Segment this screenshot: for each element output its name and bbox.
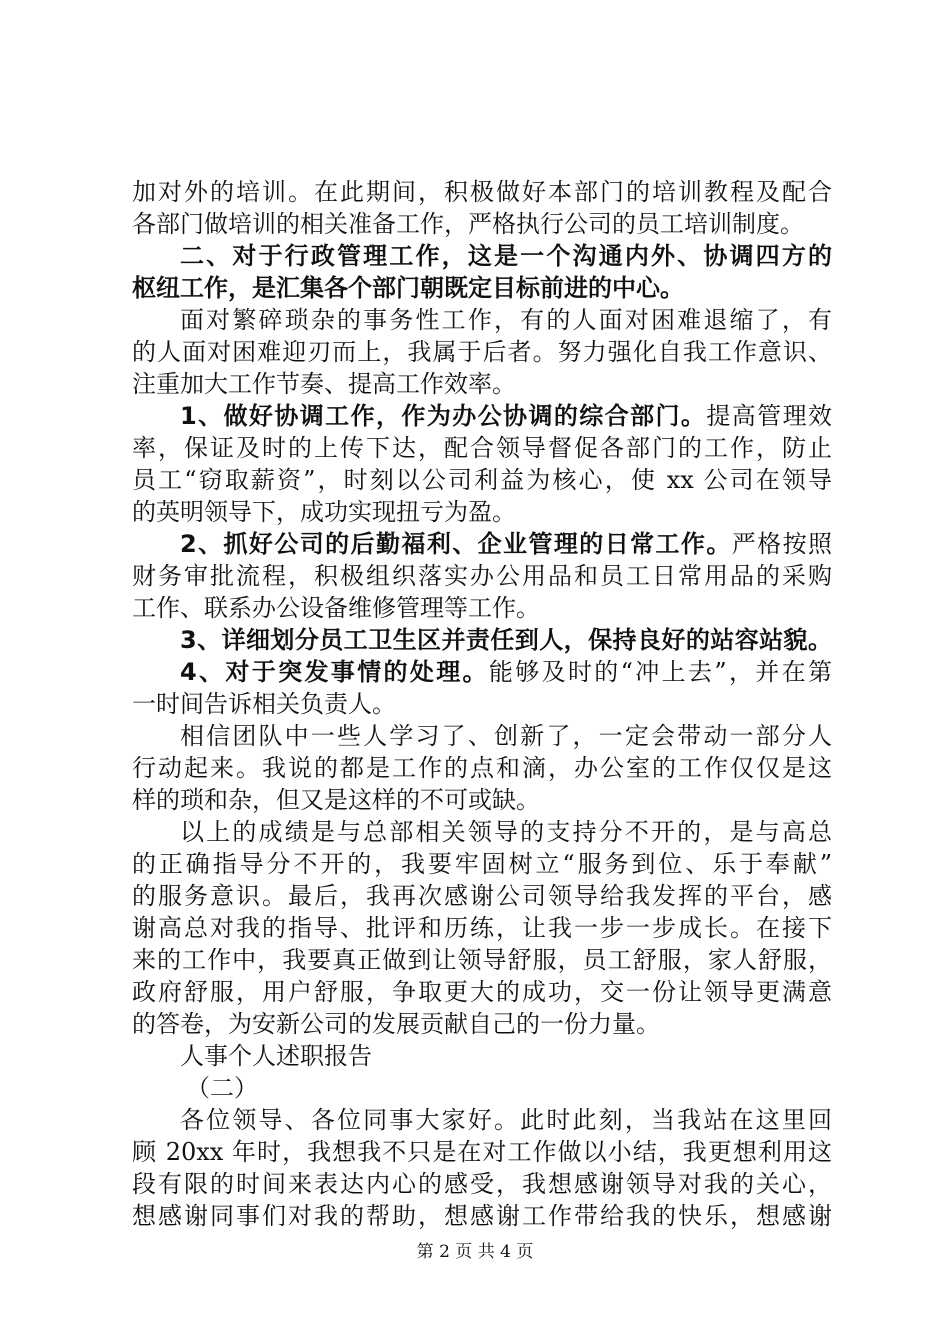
text-line: 以上的成绩是与总部相关领导的支持分不开的，是与高总 xyxy=(180,818,832,846)
text-line: 政府舒服，用户舒服，争取更大的成功，交一份让领导更满意 xyxy=(132,978,832,1006)
subheading-line xyxy=(180,656,832,688)
section-number: （二） xyxy=(186,1074,258,1102)
text-line: 率，保证及时的上传下达，配合领导督促各部门的工作，防止 xyxy=(132,434,832,462)
text-line: 注重加大工作节奏、提高工作效率。 xyxy=(132,370,516,398)
text-line: 段有限的时间来表达内心的感受，我想感谢领导对我的关心， xyxy=(132,1170,832,1198)
text-line: 相信团队中一些人学习了、创新了，一定会带动一部分人 xyxy=(180,722,832,750)
text-line: 样的琐和杂，但又是这样的不可或缺。 xyxy=(132,786,540,814)
text-line: 面对繁碎琐杂的事务性工作，有的人面对困难退缩了，有 xyxy=(180,306,832,334)
text-line: 工作、联系办公设备维修管理等工作。 xyxy=(132,594,540,622)
subheading-line xyxy=(180,528,832,560)
text-line: 想感谢同事们对我的帮助，想感谢工作带给我的快乐，想感谢 xyxy=(132,1202,832,1230)
text-line: 的正确指导分不开的，我要牢固树立“服务到位、乐于奉献” xyxy=(132,850,832,878)
text-line: 的答卷，为安新公司的发展贡献自己的一份力量。 xyxy=(132,1010,660,1038)
subheading-bold: 4、对于突发事情的处理。 xyxy=(180,658,489,686)
section-heading: 二、对于行政管理工作，这是一个沟通内外、协调四方的 xyxy=(180,242,832,270)
text-line: 员工“窃取薪资”，时刻以公司利益为核心，使 xx 公司在领导 xyxy=(132,466,832,494)
text-line: 各部门做培训的相关准备工作，严格执行公司的员工培训制度。 xyxy=(132,210,804,238)
text-line: 顾 20xx 年时，我想我不只是在对工作做以小结，我更想利用这 xyxy=(132,1138,832,1166)
text-line: 的人面对困难迎刃而上，我属于后者。努力强化自我工作意识、 xyxy=(132,338,832,366)
text-line: 各位领导、各位同事大家好。此时此刻，当我站在这里回 xyxy=(180,1106,832,1134)
subheading-rest: 严格按照 xyxy=(731,530,833,558)
subheading-rest: 能够及时的“冲上去”，并在第 xyxy=(488,658,832,686)
subheading-rest: 提高管理效 xyxy=(706,402,833,430)
text-line: 来的工作中，我要真正做到让领导舒服，员工舒服，家人舒服， xyxy=(132,946,832,974)
text-line: 的服务意识。最后，我再次感谢公司领导给我发挥的平台，感 xyxy=(132,882,832,910)
page-footer: 第 2 页 共 4 页 xyxy=(416,1242,534,1262)
text-line: 谢高总对我的指导、批评和历练，让我一步一步成长。在接下 xyxy=(132,914,832,942)
subheading-line: 3、详细划分员工卫生区并责任到人，保持良好的站容站貌。 xyxy=(180,626,832,654)
subheading-bold: 1、做好协调工作，作为办公协调的综合部门。 xyxy=(180,402,707,430)
text-line: 一时间告诉相关负责人。 xyxy=(132,690,396,718)
subheading-line xyxy=(180,400,832,432)
subheading-bold: 2、抓好公司的后勤福利、企业管理的日常工作。 xyxy=(180,530,732,558)
text-line: 财务审批流程，积极组织落实办公用品和员工日常用品的采购 xyxy=(132,562,832,590)
text-line: 行动起来。我说的都是工作的点和滴，办公室的工作仅仅是这 xyxy=(132,754,832,782)
document-title: 人事个人述职报告 xyxy=(180,1042,372,1070)
section-heading: 枢纽工作，是汇集各个部门朝既定目标前进的中心。 xyxy=(132,274,684,302)
text-line: 加对外的培训。在此期间，积极做好本部门的培训教程及配合 xyxy=(132,178,832,206)
text-line: 的英明领导下，成功实现扭亏为盈。 xyxy=(132,498,516,526)
